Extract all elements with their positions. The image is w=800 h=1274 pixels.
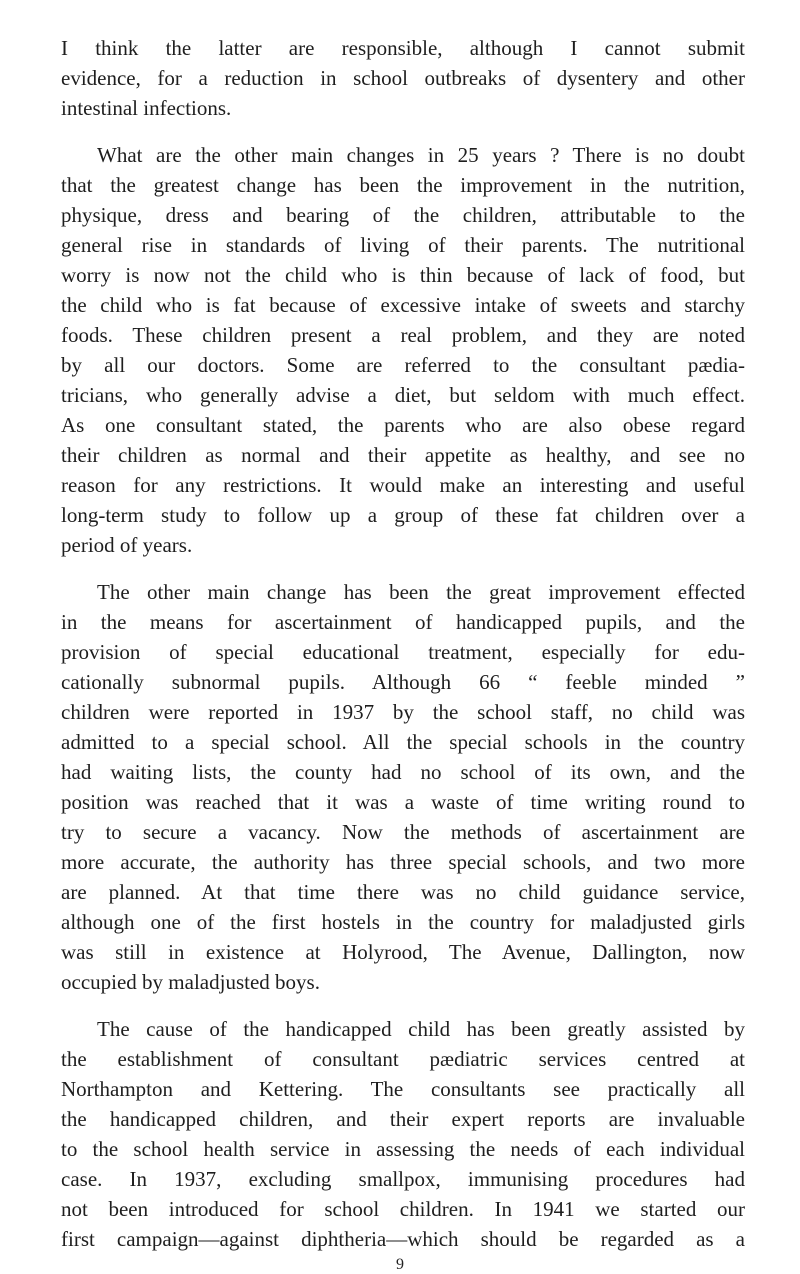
text-line: The other main change has been the great improvement effected	[97, 580, 745, 604]
text-line: was still in existence at Holyrood, The Avenue, Dallington, now	[61, 940, 745, 964]
text-line: in the means for ascertainment of handicapped pupils, and the	[61, 610, 745, 634]
text-line: physique, dress and bearing of the children, attributable to the	[61, 203, 745, 227]
text-line: Northampton and Kettering. The consultants see practically all	[61, 1077, 745, 1101]
text-line: not been introduced for school children. In 1941 we started our	[61, 1197, 745, 1221]
text-line: foods. These children present a real problem, and they are noted	[61, 323, 745, 347]
text-line: are planned. At that time there was no child guidance service,	[61, 880, 745, 904]
paragraph	[61, 577, 745, 997]
text-line: more accurate, the authority has three special schools, and two more	[61, 850, 745, 874]
text-line: their children as normal and their appetite as healthy, and see no	[61, 443, 745, 467]
text-line: long-term study to follow up a group of these fat children over a	[61, 503, 745, 527]
text-line: the handicapped children, and their expert reports are invaluable	[61, 1107, 745, 1131]
text-line: case. In 1937, excluding smallpox, immunising procedures had	[61, 1167, 745, 1191]
text-line: the child who is fat because of excessive intake of sweets and starchy	[61, 293, 745, 317]
document-body	[61, 33, 745, 1271]
text-line: that the greatest change has been the improvement in the nutrition,	[61, 173, 745, 197]
text-line: to the school health service in assessing the needs of each individual	[61, 1137, 745, 1161]
text-line: provision of special educational treatment, especially for edu-	[61, 640, 745, 664]
text-line: try to secure a vacancy. Now the methods of ascertainment are	[61, 820, 745, 844]
text-line: although one of the first hostels in the country for maladjusted girls	[61, 910, 745, 934]
text-line: children were reported in 1937 by the school staff, no child was	[61, 700, 745, 724]
text-line: admitted to a special school. All the special schools in the country	[61, 730, 745, 754]
text-line: intestinal infections.	[61, 96, 232, 120]
paragraph	[61, 33, 745, 123]
page-number: 9	[396, 1256, 404, 1273]
text-line: first campaign—against diphtheria—which should be regarded as a	[61, 1227, 745, 1251]
text-line: What are the other main changes in 25 years ? There is no doubt	[97, 143, 745, 167]
text-line: As one consultant stated, the parents who are also obese regard	[61, 413, 745, 437]
text-line: reason for any restrictions. It would make an interesting and useful	[61, 473, 745, 497]
text-line: tricians, who generally advise a diet, but seldom with much effect.	[61, 383, 745, 407]
text-line: by all our doctors. Some are referred to the consultant pædia-	[61, 353, 745, 377]
text-line: evidence, for a reduction in school outbreaks of dysentery and other	[61, 66, 745, 90]
paragraph	[61, 140, 745, 560]
text-line: the establishment of consultant pædiatric services centred at	[61, 1047, 745, 1071]
text-line: general rise in standards of living of their parents. The nutritional	[61, 233, 745, 257]
text-line: had waiting lists, the county had no school of its own, and the	[61, 760, 745, 784]
text-line: worry is now not the child who is thin because of lack of food, but	[61, 263, 745, 287]
text-line: occupied by maladjusted boys.	[61, 970, 320, 994]
text-line: I think the latter are responsible, although I cannot submit	[61, 36, 745, 60]
text-line: position was reached that it was a waste of time writing round to	[61, 790, 745, 814]
text-line: period of years.	[61, 533, 193, 557]
text-line: cationally subnormal pupils. Although 66 “ feeble minded ”	[61, 670, 745, 694]
text-line: The cause of the handicapped child has been greatly assisted by	[97, 1017, 745, 1041]
paragraph	[61, 1014, 745, 1254]
